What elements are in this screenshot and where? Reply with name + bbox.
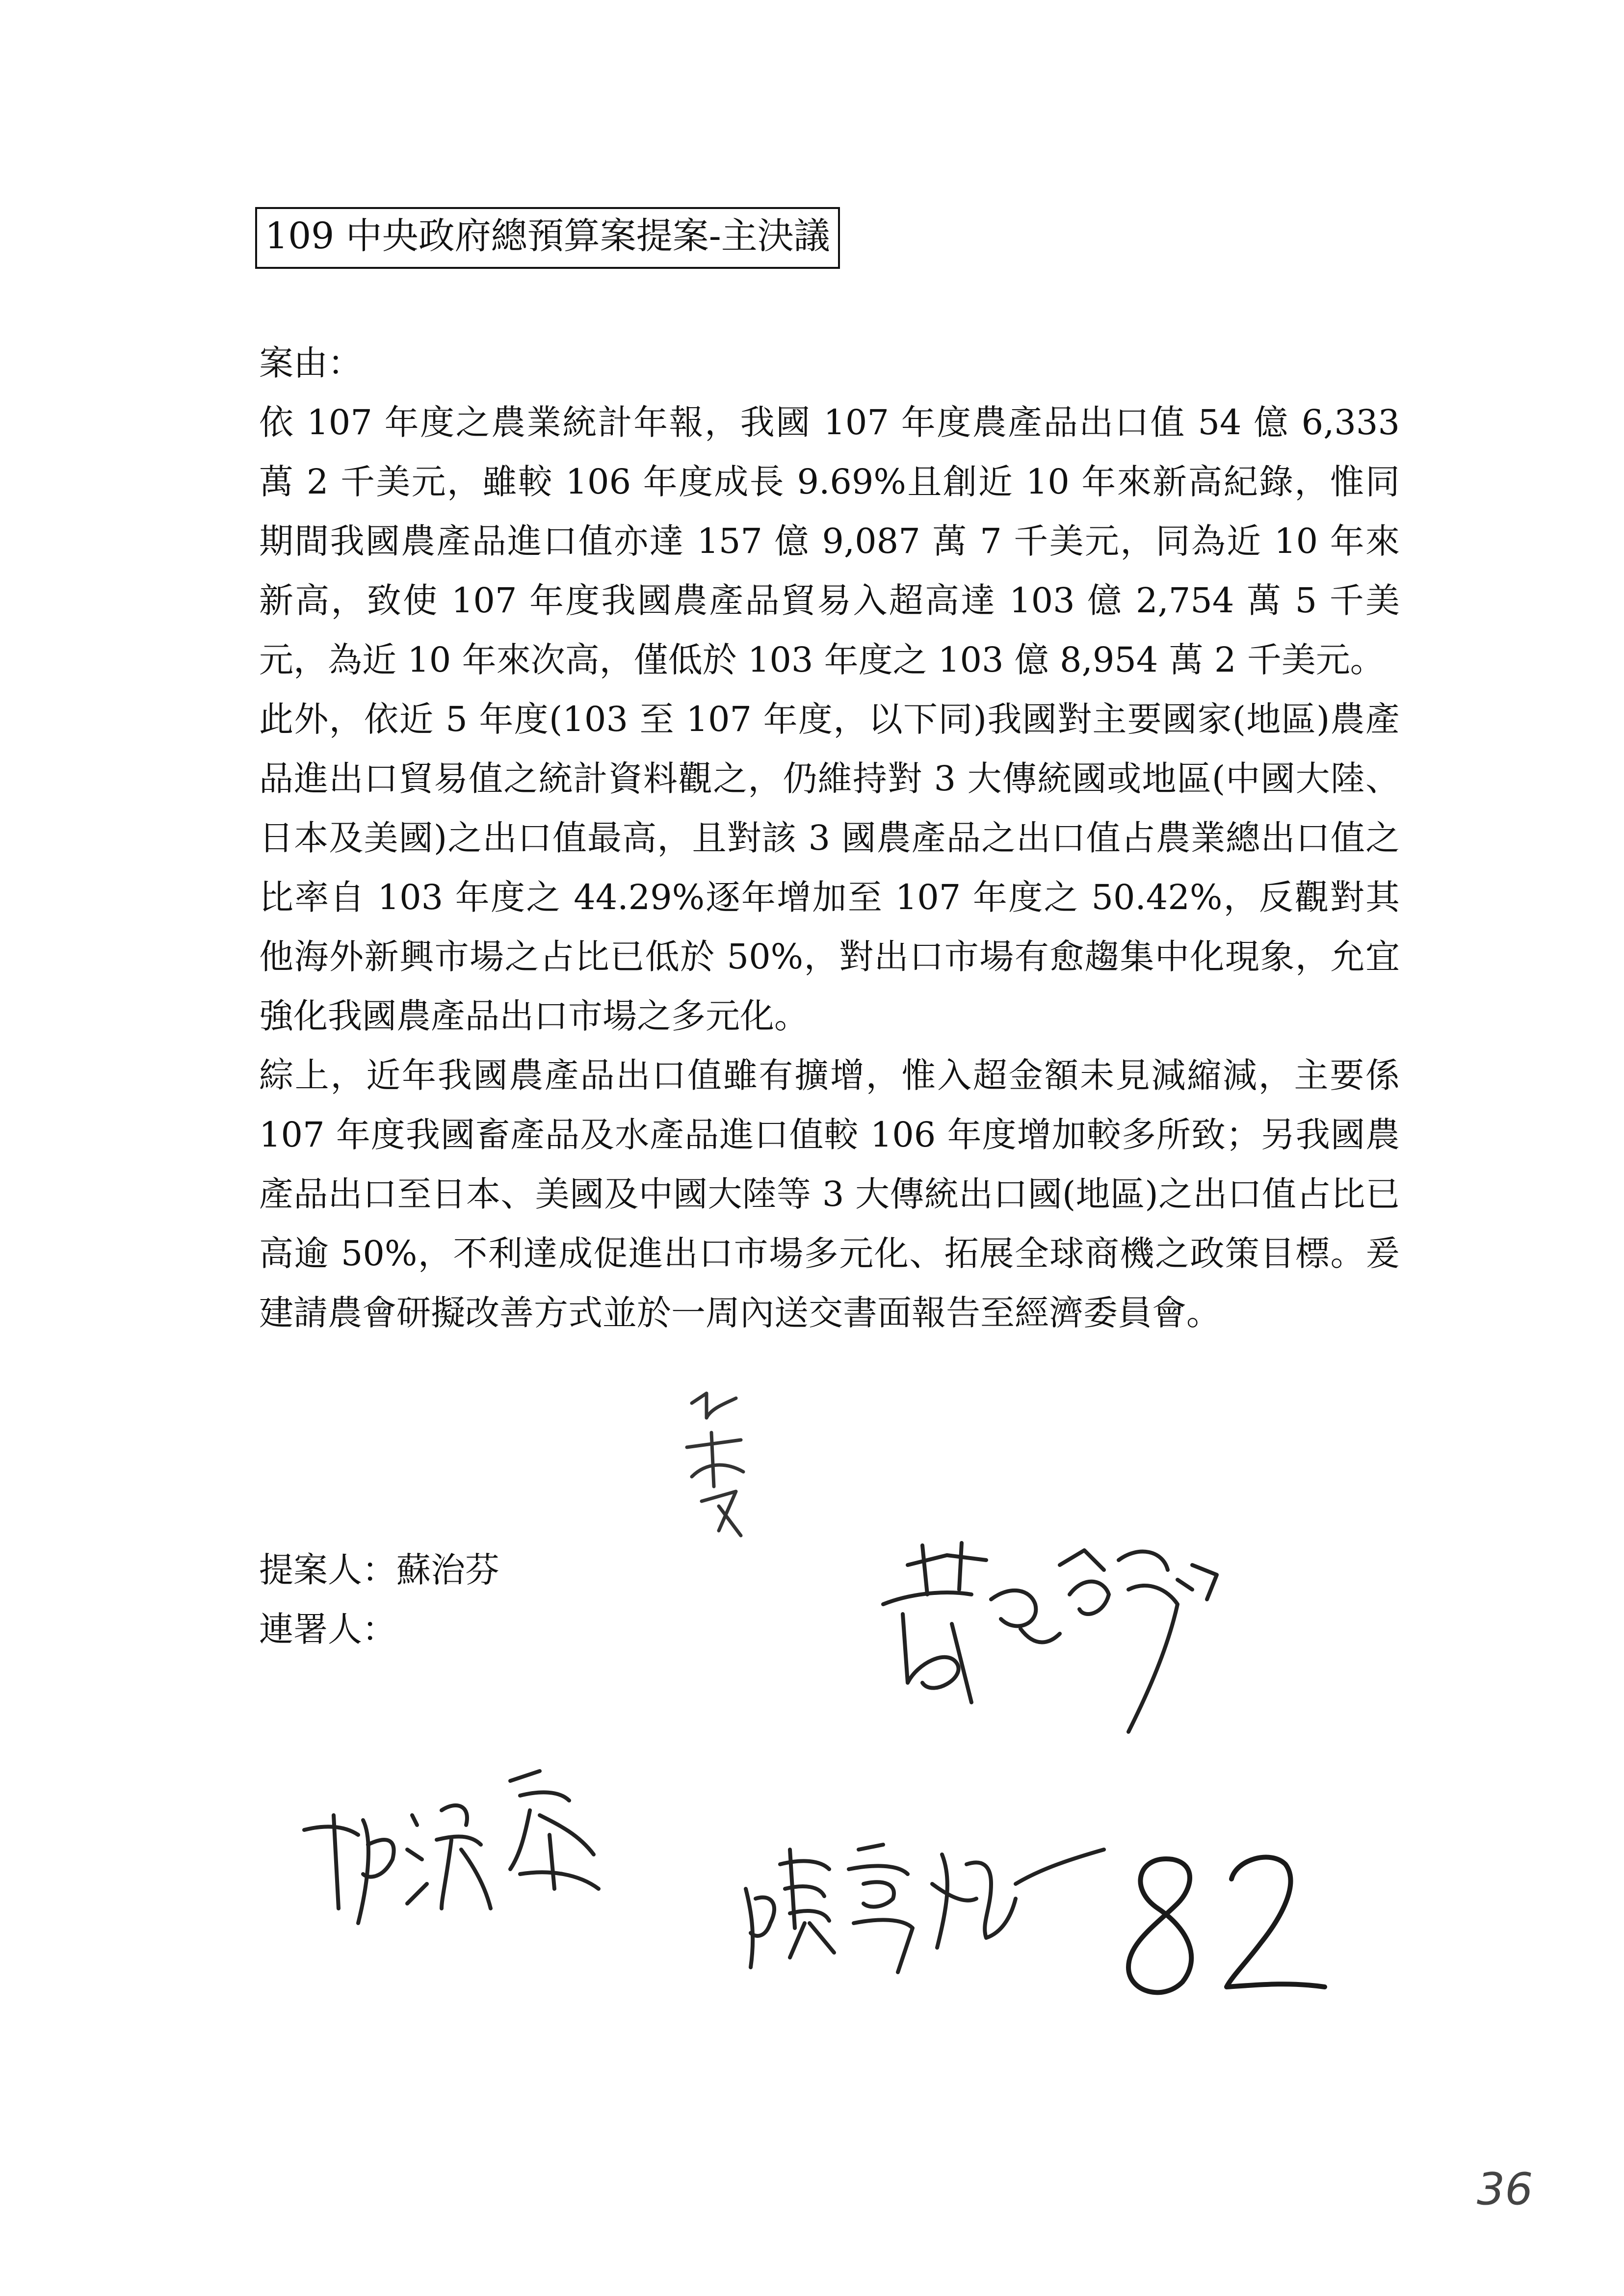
handwritten-margin-mark bbox=[672, 1388, 760, 1550]
reason-label: 案由： bbox=[259, 343, 362, 383]
handwritten-signature-proposer bbox=[873, 1536, 1227, 1751]
signature-block bbox=[259, 1540, 499, 1659]
handwritten-signature-cosigner-1 bbox=[294, 1761, 638, 1967]
paragraph-3: 綜上，近年我國農產品出口值雖有擴增，惟入超金額未見減縮減，主要係 107 年度我國畜產品及水產品進口值較 106 年度增加較多所致；另我國農產品出口至日本、美國及中國大陸等 3 大傳統出口國(地區)之出口值占比已高逾 50%，不利達成促進出口市場多元化、拓展全球商機之政策目標。爰建請農會研擬改善方式並於一周內送交書面報告至經濟委員會。 bbox=[259, 1055, 1400, 1333]
paragraph-2: 此外，依近 5 年度(103 至 107 年度，以下同)我國對主要國家(地區)農產品進出口貿易值之統計資料觀之，仍維持對 3 大傳統國或地區(中國大陸、日本及美國)之出口值最高，且對該 3 國農產品之出口值占農業總出口值之比率自 103 年度之 44.29%逐年增加至 107 年度之 50.42%，反觀對其他海外新興市場之占比已低於 50%，對出口市場有愈趨集中化現象，允宜強化我國農產品出口市場之多元化。 bbox=[259, 699, 1400, 1036]
document-body bbox=[259, 334, 1400, 1343]
proposer-label: 提案人：蘇治芬 bbox=[259, 1550, 499, 1590]
handwritten-signature-cosigner-2 bbox=[736, 1810, 1119, 1987]
page-number: 36 bbox=[1477, 2164, 1533, 2215]
paragraph-1: 依 107 年度之農業統計年報，我國 107 年度農產品出口值 54 億 6,333 萬 2 千美元，雖較 106 年度成長 9.69%且創近 10 年來新高紀錄，惟同期間我國農產品進口值亦達 157 億 9,087 萬 7 千美元，同為近 10 年來新高，致使 107 年度我國農產品貿易入超高達 103 億 2,754 萬 5 千美元，為近 10 年來次高，僅低於 103 年度之 103 億 8,954 萬 2 千美元。 bbox=[259, 402, 1400, 680]
handwritten-number bbox=[1109, 1840, 1335, 2007]
document-title: 109 中央政府總預算案提案-主決議 bbox=[255, 207, 840, 269]
cosigner-label: 連署人： bbox=[259, 1609, 396, 1649]
